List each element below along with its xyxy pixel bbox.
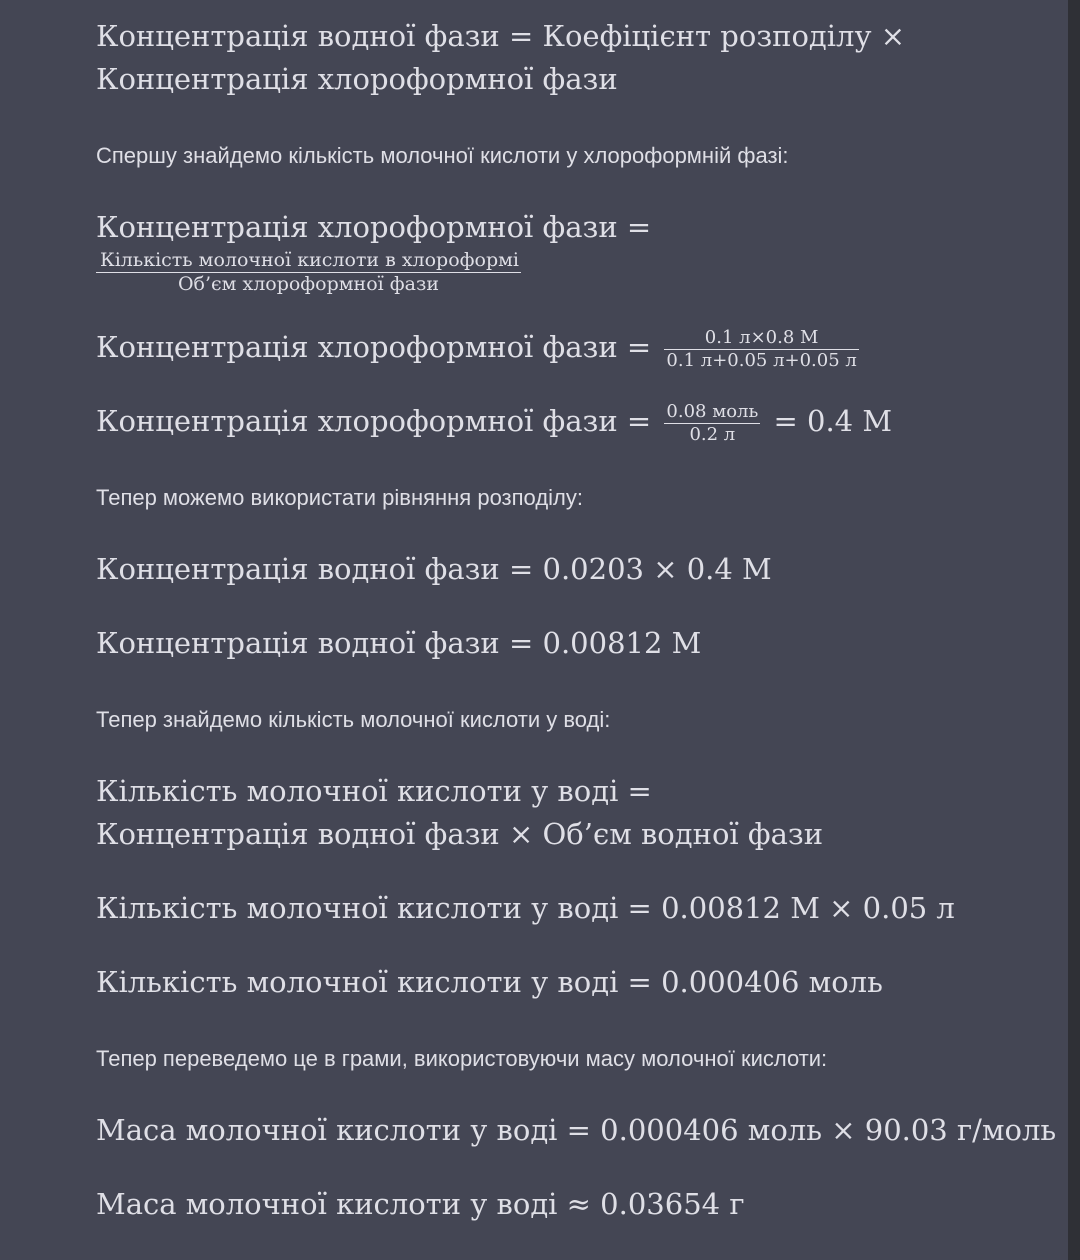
equation-amount-definition-line1: Кількість молочної кислоти у воді = — [96, 774, 652, 808]
equation-aqueous-substitution: Концентрація водної фази = 0.0203 × 0.4 М — [96, 552, 772, 586]
equation-chloro-substitution — [96, 326, 863, 371]
equation-fraction — [664, 328, 858, 371]
equation-chloro-definition-fraction — [96, 249, 521, 295]
fraction-numerator: Кількість молочної кислоти в хлороформі — [96, 249, 521, 273]
equation-fraction — [664, 402, 760, 445]
fraction-denominator: Об’єм хлороформної фази — [177, 273, 440, 295]
fraction-numerator: 0.1 л×0.8 М — [664, 328, 858, 350]
equation-amount-definition-line2: Концентрація водної фази × Об’єм водної фази — [96, 817, 824, 851]
paragraph-use-equation: Тепер можемо використати рівняння розподілу: — [96, 485, 583, 510]
equation-mass-substitution: Маса молочної кислоти у воді = 0.000406 моль × 90.03 г/моль — [96, 1113, 1057, 1147]
equation-partition-line1: Концентрація водної фази = Коефіцієнт розподілу × — [96, 19, 906, 53]
equation-amount-result: Кількість молочної кислоти у воді = 0.000406 моль — [96, 965, 883, 999]
equation-mass-result: Маса молочної кислоти у воді ≈ 0.03654 г — [96, 1187, 745, 1221]
fraction-denominator: 0.2 л — [689, 423, 736, 445]
equation-chloro-result — [96, 400, 892, 445]
equation-rhs: = 0.4 М — [773, 404, 893, 438]
paragraph-find-water: Тепер знайдемо кількість молочної кислоти у воді: — [96, 707, 611, 732]
equation-chloro-definition-lhs: Концентрація хлороформної фази = — [96, 210, 652, 244]
fraction-denominator: 0.1 л+0.05 л+0.05 л — [666, 349, 857, 371]
scrollbar-track[interactable] — [1068, 0, 1080, 1260]
equation-aqueous-result: Концентрація водної фази = 0.00812 М — [96, 626, 702, 660]
equation-lhs: Концентрація хлороформної фази = — [96, 330, 652, 364]
equation-partition-line2: Концентрація хлороформної фази — [96, 62, 618, 96]
paragraph-convert-grams: Тепер переведемо це в грами, використовуючи масу молочної кислоти: — [96, 1046, 828, 1071]
equation-lhs: Концентрація хлороформної фази = — [96, 404, 652, 438]
paragraph-first-step: Спершу знайдемо кількість молочної кислоти у хлороформній фазі: — [96, 143, 789, 168]
fraction-numerator: 0.08 моль — [666, 400, 759, 422]
equation-amount-substitution: Кількість молочної кислоти у воді = 0.00812 М × 0.05 л — [96, 891, 955, 925]
